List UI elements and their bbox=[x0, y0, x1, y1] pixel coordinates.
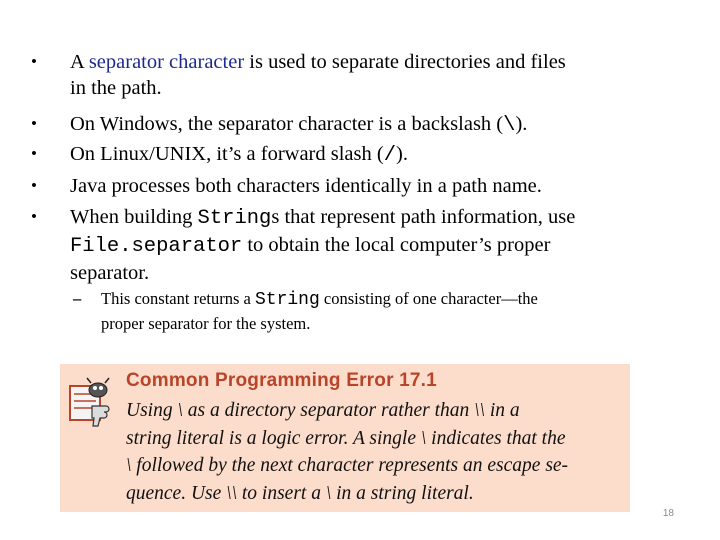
bullet-dot: • bbox=[31, 115, 37, 132]
bullet-windows: • On Windows, the separator character is a backslash (\). bbox=[70, 111, 690, 139]
bullet-file-separator: • When building Strings that represent path information, use File.separator to obtain the local computer’s proper separator. bbox=[70, 204, 690, 286]
error-box-line: Using \ as a directory separator rather than \\ in a bbox=[126, 400, 520, 421]
bullet-dot: • bbox=[31, 145, 37, 162]
error-box-line: string literal is a logic error. A single \ indicates that the bbox=[126, 427, 566, 449]
programming-error-box bbox=[60, 364, 630, 512]
code-string: String bbox=[197, 207, 272, 230]
error-box-title: Common Programming Error 17.1 bbox=[126, 370, 437, 391]
highlight-term: separator character bbox=[88, 51, 245, 73]
code-slash: / bbox=[383, 144, 397, 167]
code-string: String bbox=[254, 290, 320, 310]
bullet-dot: • bbox=[31, 53, 37, 70]
error-box-line: \ followed by the next character represents an escape se- bbox=[126, 455, 569, 476]
bullet-dot: • bbox=[31, 177, 37, 194]
bullet-java-processes: • Java processes both characters identically in a path name. bbox=[70, 173, 690, 199]
bullet-separator-definition: • A separator character is used to separate directories and files in the path. bbox=[70, 49, 690, 101]
bullet-linux: • On Linux/UNIX, it’s a forward slash (/). bbox=[70, 141, 690, 169]
bullet-dot: • bbox=[31, 208, 37, 225]
code-file-separator: File.separator bbox=[70, 235, 243, 258]
error-box-line: quence. Use \\ to insert a \ in a string literal. bbox=[126, 482, 474, 504]
bug-thumbs-down-icon bbox=[68, 376, 120, 428]
code-backslash: \ bbox=[503, 114, 516, 137]
sub-bullet-constant: – This constant returns a String consisting of one character—the proper separator for the system. bbox=[73, 289, 538, 333]
sub-bullet-dash: – bbox=[73, 289, 82, 308]
page-number: 18 bbox=[662, 508, 674, 519]
error-box-text bbox=[126, 397, 621, 507]
